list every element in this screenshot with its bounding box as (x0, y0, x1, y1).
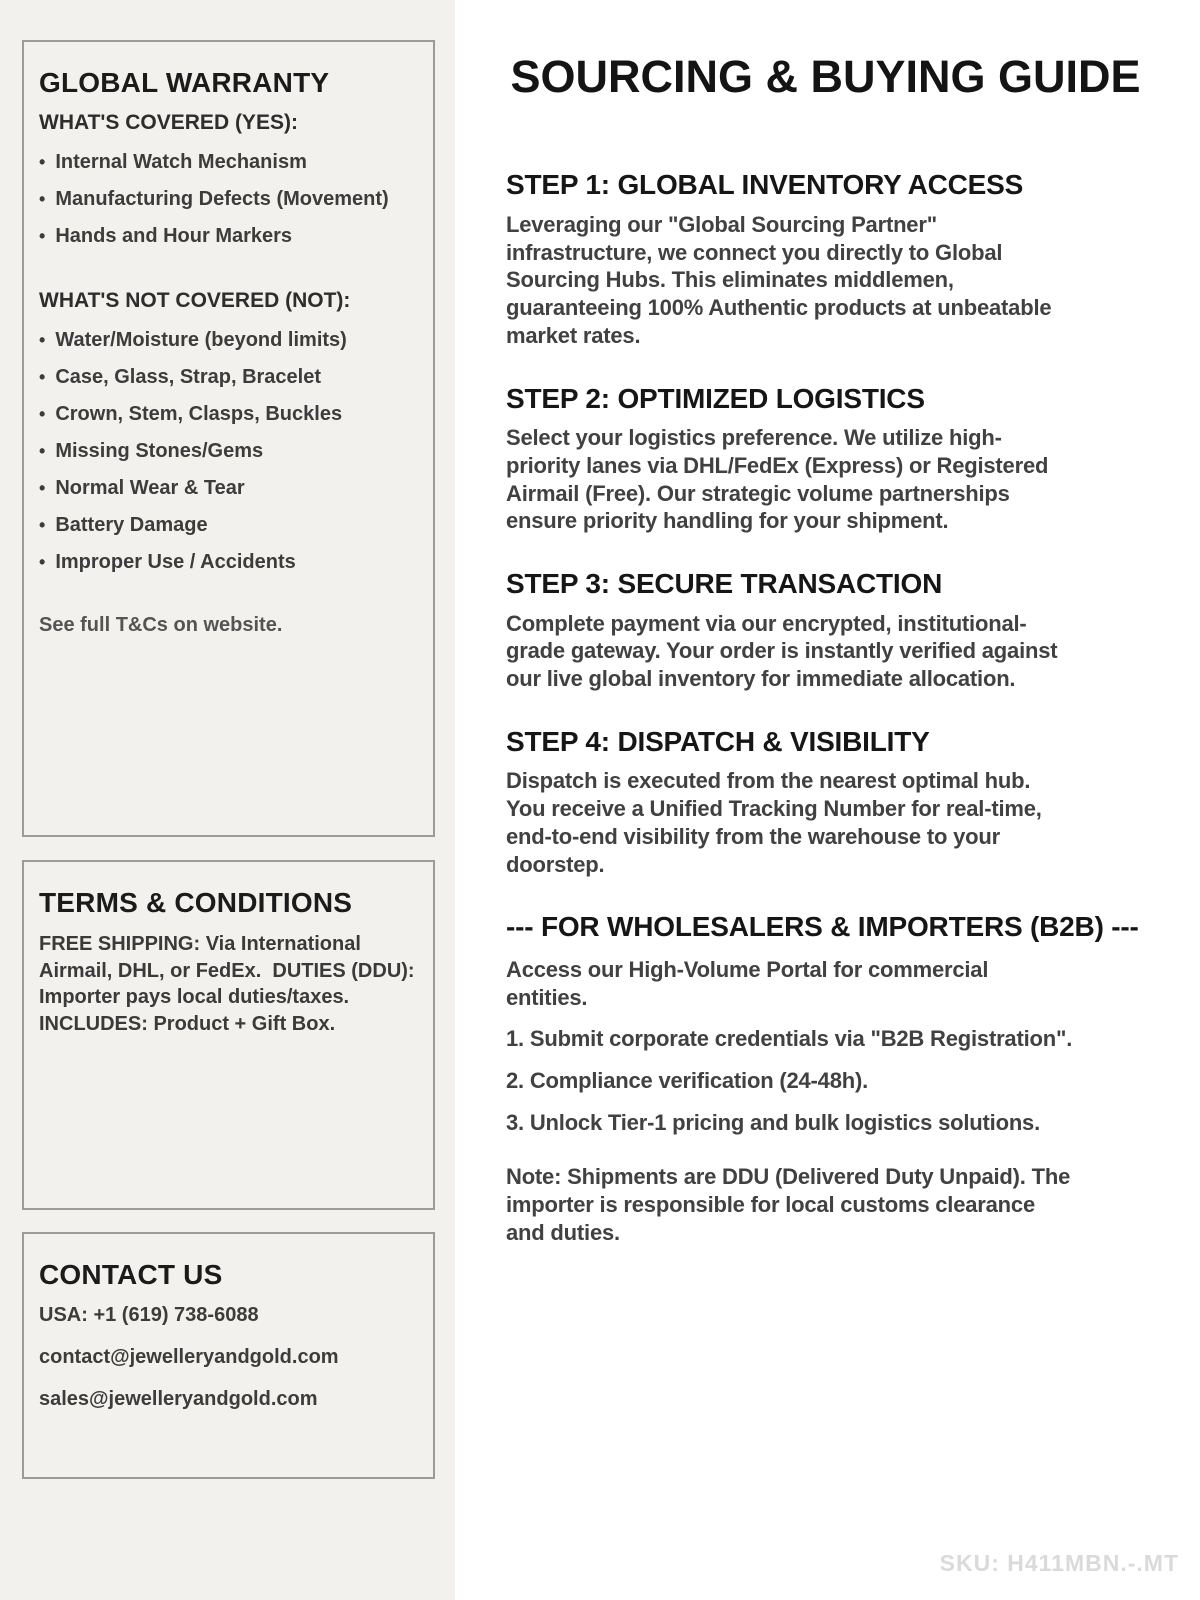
bullet-icon: • (39, 441, 46, 462)
bullet-icon: • (39, 367, 46, 388)
step-3-heading: STEP 3: SECURE TRANSACTION (506, 568, 943, 600)
list-item (39, 366, 417, 388)
list-item-label: Missing Stones/Gems (55, 440, 264, 463)
global-warranty-card (22, 40, 435, 837)
list-item (39, 188, 417, 210)
bullet-icon: • (39, 151, 46, 172)
list-item-label: Crown, Stem, Clasps, Buckles (55, 403, 343, 426)
list-item (39, 514, 417, 536)
warranty-footnote: See full T&Cs on website. (39, 614, 283, 637)
b2b-note: Note: Shipments are DDU (Delivered Duty Unpaid). The importer is responsible for local customs clearance and duties. (506, 1164, 1071, 1245)
b2b-intro: Access our High-Volume Portal for commercial entities. (506, 956, 989, 1010)
terms-body: FREE SHIPPING: Via International Airmail, DHL, or FedEx. DUTIES (DDU): Importer pays local duties/taxes. INCLUDES: Product + Gift Box. (39, 932, 421, 1036)
contact-title: CONTACT US (39, 1259, 223, 1290)
contact-sales-email: sales@jewelleryandgold.com (39, 1387, 318, 1410)
terms-title: TERMS & CONDITIONS (39, 887, 353, 918)
step-1-section (506, 168, 1145, 349)
not-covered-list (39, 329, 417, 573)
main-content (455, 0, 1200, 1600)
bullet-icon: • (39, 188, 46, 209)
bullet-icon: • (39, 515, 46, 536)
list-item (39, 403, 417, 425)
step-2-section (506, 382, 1145, 535)
page-title: SOURCING & BUYING GUIDE (510, 51, 1141, 102)
list-item-label: Internal Watch Mechanism (55, 150, 307, 173)
bullet-icon: • (39, 478, 46, 499)
bullet-icon: • (39, 552, 46, 573)
bullet-icon: • (39, 404, 46, 425)
not-covered-heading: WHAT'S NOT COVERED (NOT): (39, 288, 351, 312)
list-item-label: Manufacturing Defects (Movement) (55, 187, 389, 210)
step-4-section (506, 725, 1145, 878)
step-4-heading: STEP 4: DISPATCH & VISIBILITY (506, 725, 930, 757)
step-1-heading: STEP 1: GLOBAL INVENTORY ACCESS (506, 169, 1024, 201)
covered-heading: WHAT'S COVERED (YES): (39, 110, 298, 134)
step-2-body: Select your logistics preference. We utilize high-priority lanes via DHL/FedEx (Express) or Registered Airmail (Free). Our strategic volume partnerships ensure priority handling for your shipment. (506, 425, 1049, 534)
list-item (39, 551, 417, 573)
step-3-body: Complete payment via our encrypted, institutional-grade gateway. Your order is instantly verified against our live global inventory for immediate allocation. (506, 610, 1058, 692)
warranty-title: GLOBAL WARRANTY (39, 67, 330, 98)
b2b-section (506, 910, 1145, 1246)
sku-label: SKU: H411MBN.-.MT (939, 1550, 1179, 1576)
list-item (39, 477, 417, 499)
sidebar (0, 0, 455, 1600)
bullet-icon: • (39, 225, 46, 246)
list-item (39, 225, 417, 247)
step-4-body: Dispatch is executed from the nearest optimal hub. You receive a Unified Tracking Number for real-time, end-to-end visibility from the warehouse to your doorstep. (506, 768, 1042, 877)
covered-list (39, 151, 417, 247)
list-item-label: Normal Wear & Tear (55, 477, 245, 500)
contact-phone: USA: +1 (619) 738-6088 (39, 1303, 259, 1326)
terms-card (22, 860, 435, 1210)
contact-email: contact@jewelleryandgold.com (39, 1345, 339, 1368)
b2b-item-2: 2. Compliance verification (24-48h). (506, 1068, 869, 1094)
b2b-item-3: 3. Unlock Tier-1 pricing and bulk logistics solutions. (506, 1109, 1041, 1135)
list-item-label: Water/Moisture (beyond limits) (55, 329, 347, 352)
list-item (39, 440, 417, 462)
step-2-heading: STEP 2: OPTIMIZED LOGISTICS (506, 382, 925, 414)
list-item-label: Battery Damage (55, 514, 208, 537)
step-1-body: Leveraging our "Global Sourcing Partner" infrastructure, we connect you directly to Global Sourcing Hubs. This eliminates middlemen, guaranteeing 100% Authentic products at unbeatable market rates. (506, 211, 1052, 348)
b2b-heading: --- FOR WHOLESALERS & IMPORTERS (B2B) --- (506, 911, 1139, 943)
list-item (39, 151, 417, 173)
list-item-label: Improper Use / Accidents (55, 551, 296, 574)
list-item-label: Case, Glass, Strap, Bracelet (55, 366, 322, 389)
bullet-icon: • (39, 330, 46, 351)
list-item-label: Hands and Hour Markers (55, 224, 293, 247)
contact-card (22, 1232, 435, 1479)
b2b-item-1: 1. Submit corporate credentials via "B2B Registration". (506, 1026, 1073, 1052)
step-3-section (506, 567, 1145, 693)
list-item (39, 329, 417, 351)
